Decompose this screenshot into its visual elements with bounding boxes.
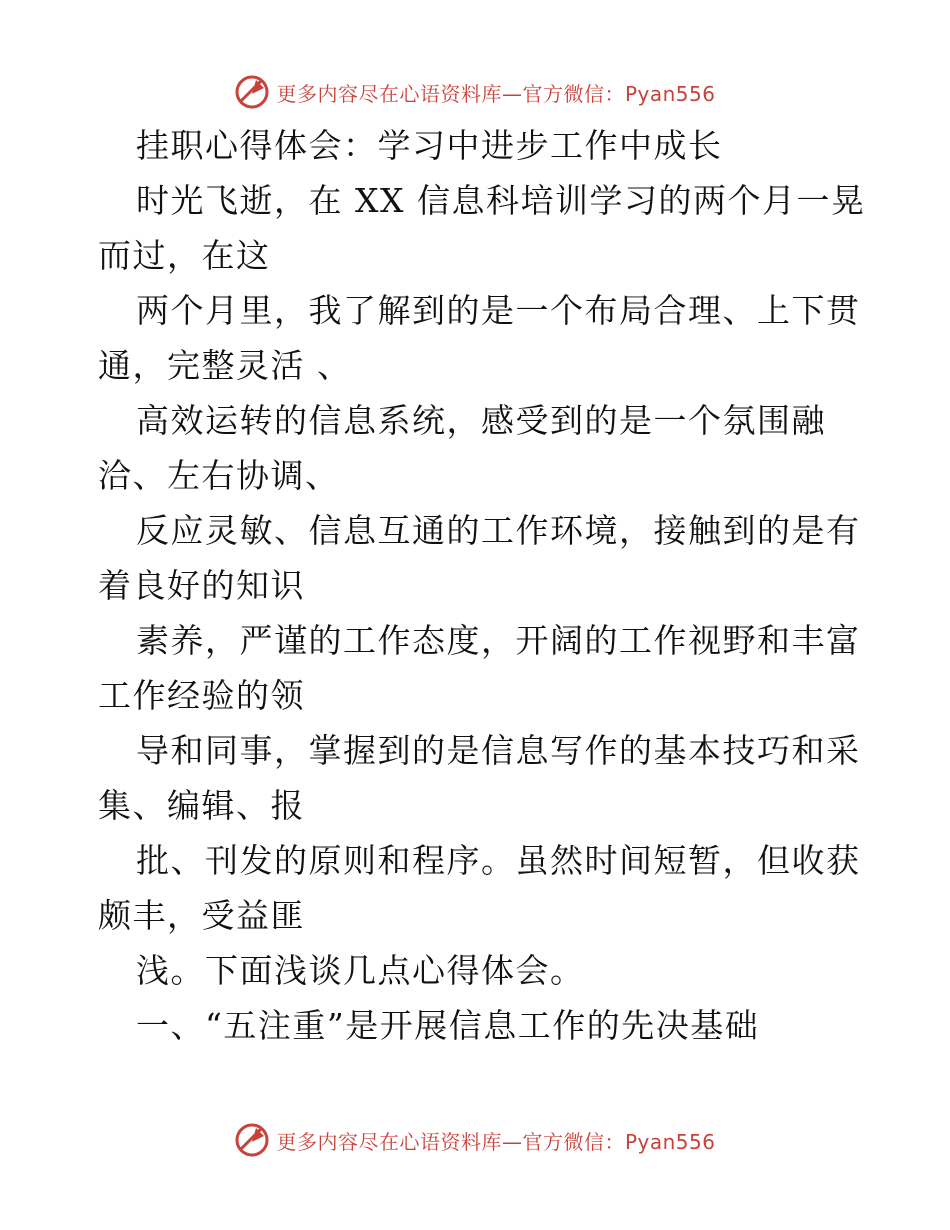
section-heading: 一、“五注重”是开展信息工作的先决基础: [136, 1006, 760, 1045]
paragraph-line: 颇丰，受益匪: [98, 896, 305, 935]
paragraph-line: 集、编辑、报: [98, 786, 305, 825]
paragraph-line: 高效运转的信息系统，感受到的是一个氛围融: [136, 401, 826, 440]
paragraph-line: 工作经验的领: [98, 676, 305, 715]
header-banner-text: 更多内容尽在心语资料库—官方微信：Pyan556: [276, 81, 716, 106]
paragraph-line: 洽、左右协调、: [98, 456, 340, 495]
paragraph-line: 浅。下面浅谈几点心得体会。: [136, 951, 585, 990]
document-title: 挂职心得体会：学习中进步工作中成长: [136, 126, 723, 165]
footer-banner-text: 更多内容尽在心语资料库—官方微信：Pyan556: [276, 1129, 716, 1154]
paragraph-line: 素养，严谨的工作态度，开阔的工作视野和丰富: [136, 621, 861, 660]
paragraph-line: 时光飞逝，在 XX 信息科培训学习的两个月一晃: [136, 181, 866, 220]
paragraph-line: 批、刊发的原则和程序。虽然时间短暂，但收获: [136, 841, 861, 880]
brand-logo-icon: [234, 74, 270, 110]
paragraph-line: 导和同事，掌握到的是信息写作的基本技巧和采: [136, 731, 861, 770]
paragraph-line: 而过，在这: [98, 236, 271, 275]
document-body: [98, 118, 866, 1053]
header-banner: [0, 70, 950, 114]
paragraph-line: 反应灵敏、信息互通的工作环境，接触到的是有: [136, 511, 861, 550]
paragraph-line: 通，完整灵活 、: [98, 346, 352, 385]
footer-banner: [0, 1118, 950, 1162]
paragraph-line: 两个月里，我了解到的是一个布局合理、上下贯: [136, 291, 861, 330]
paragraph-line: 着良好的知识: [98, 566, 305, 605]
brand-logo-icon: [234, 1122, 270, 1158]
